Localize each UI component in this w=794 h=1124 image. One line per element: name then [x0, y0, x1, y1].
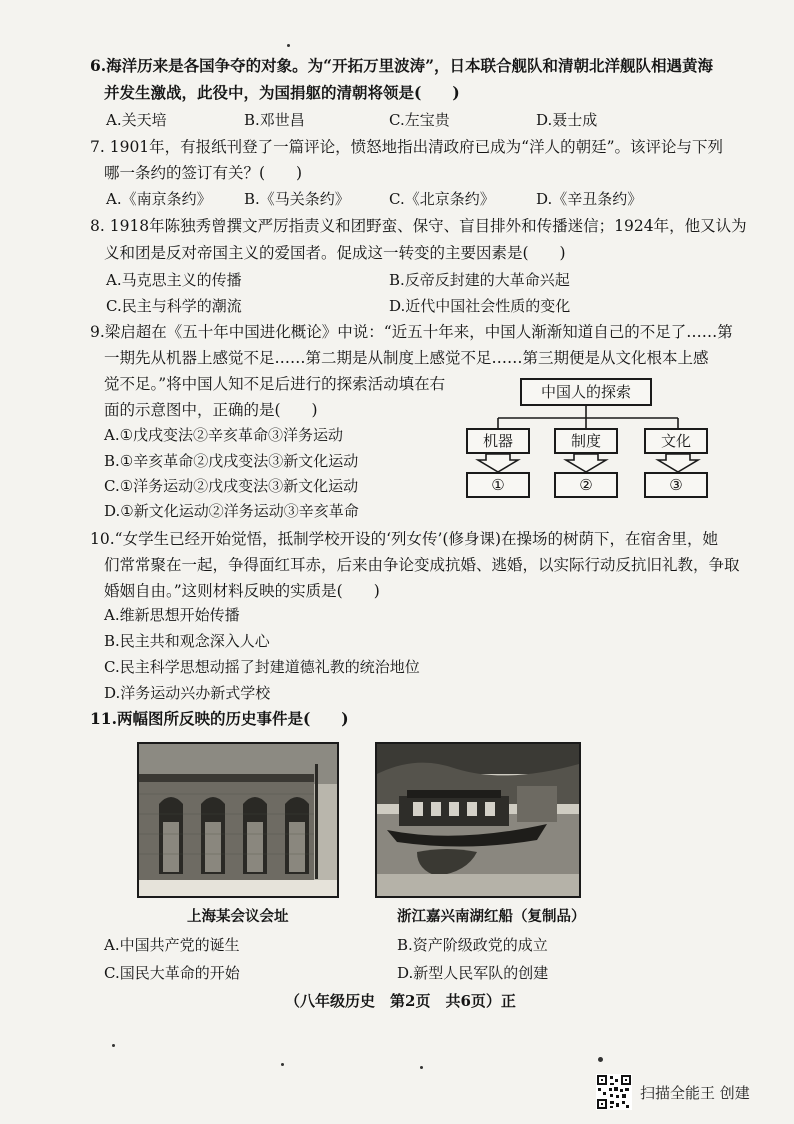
- shanghai-meeting-site-photo: [137, 742, 339, 898]
- q10-stem-line2: 们常常聚在一起，争得面红耳赤，后来由争论变成抗婚、逃婚，以实际行动反抗旧礼教，争取: [104, 556, 740, 574]
- photo-caption-red-boat: 浙江嘉兴南湖红船（复制品）: [397, 909, 586, 925]
- scanner-watermark: 扫描全能王 创建: [640, 1084, 750, 1102]
- q11-stem: 11.两幅图所反映的历史事件是( ): [90, 709, 349, 728]
- q7-option-b: B.《马关条约》: [244, 190, 350, 208]
- q6-option-c: C.左宝贵: [389, 111, 450, 129]
- q9-option-b: B.①辛亥革命②戊戌变法③新文化运动: [104, 452, 359, 470]
- q11-option-a: A.中国共产党的诞生: [104, 936, 240, 954]
- diagram-branch-culture: 文化: [644, 428, 708, 454]
- q9-stem-line1: 9.梁启超在《五十年中国进化概论》中说：“近五十年来，中国人渐渐知道自己的不足了……第: [90, 323, 733, 341]
- q10-option-d: D.洋务运动兴办新式学校: [104, 684, 271, 702]
- scan-speck: [287, 44, 290, 47]
- q7-option-a: A.《南京条约》: [106, 190, 212, 208]
- q9-option-a: A.①戊戌变法②辛亥革命③洋务运动: [104, 426, 344, 444]
- arrow-down-icon: [478, 454, 518, 472]
- photo-caption-shanghai: 上海某会议会址: [187, 909, 289, 925]
- q11-option-b: B.资产阶级政党的成立: [397, 936, 548, 954]
- q7-option-d: D.《辛丑条约》: [536, 190, 643, 208]
- q10-stem-line3: 婚姻自由。”这则材料反映的实质是( ): [104, 582, 380, 600]
- q8-stem-line1: 8. 1918年陈独秀曾撰文严厉指责义和团野蛮、保守、盲目排外和传播迷信；1924年，他又认为: [90, 217, 747, 235]
- q9-option-c: C.①洋务运动②戊戌变法③新文化运动: [104, 477, 359, 495]
- diagram-slot-2: ②: [554, 472, 618, 498]
- q7-option-c: C.《北京条约》: [389, 190, 495, 208]
- south-lake-red-boat-photo: [375, 742, 581, 898]
- q6-stem-line1: 6.海洋历来是各国争夺的对象。为“开拓万里波涛”，日本联合舰队和清朝北洋舰队相遇黄海: [90, 56, 714, 75]
- q8-option-b: B.反帝反封建的大革命兴起: [389, 271, 570, 289]
- q8-option-d: D.近代中国社会性质的变化: [389, 297, 571, 315]
- scan-speck: [112, 1044, 115, 1047]
- q6-option-d: D.聂士成: [536, 111, 598, 129]
- scan-speck: [420, 1066, 423, 1069]
- scan-speck: [598, 1057, 603, 1062]
- q10-option-a: A.维新思想开始传播: [104, 606, 240, 624]
- qr-code-icon: [596, 1074, 632, 1110]
- q9-stem-line3: 觉不足。”将中国人知不足后进行的探索活动填在右: [104, 375, 446, 393]
- q11-option-d: D.新型人民军队的创建: [397, 964, 549, 982]
- q6-option-b: B.邓世昌: [244, 111, 305, 129]
- diagram-branch-institution: 制度: [554, 428, 618, 454]
- q11-option-c: C.国民大革命的开始: [104, 964, 240, 982]
- scan-speck: [281, 1063, 284, 1066]
- q9-stem-line2: 一期先从机器上感觉不足……第二期是从制度上感觉不足……第三期便是从文化根本上感: [104, 349, 709, 367]
- q9-option-d: D.①新文化运动②洋务运动③辛亥革命: [104, 502, 359, 520]
- q7-stem-line2: 哪一条约的签订有关？( ): [104, 164, 303, 182]
- q6-stem-line2: 并发生激战，此役中，为国捐躯的清朝将领是( ): [104, 83, 460, 102]
- diagram-slot-3: ③: [644, 472, 708, 498]
- q10-stem-line1: 10.“女学生已经开始觉悟，抵制学校开设的‘列女传’(修身课)在操场的树荫下，在宿舍里，她: [90, 530, 719, 548]
- q10-option-c: C.民主科学思想动摇了封建道德礼教的统治地位: [104, 658, 420, 676]
- q6-option-a: A.关天培: [106, 111, 167, 129]
- q8-option-c: C.民主与科学的潮流: [106, 297, 242, 315]
- arrow-down-icon: [566, 454, 606, 472]
- q9-stem-line4: 面的示意图中，正确的是( ): [104, 401, 318, 419]
- diagram-branch-machinery: 机器: [466, 428, 530, 454]
- arrow-down-icon: [658, 454, 698, 472]
- q8-stem-line2: 义和团是反对帝国主义的爱国者。促成这一转变的主要因素是( ): [104, 244, 566, 262]
- page-footer: （八年级历史 第2页 共6页）正: [285, 992, 516, 1010]
- diagram-root: 中国人的探索: [520, 378, 652, 406]
- diagram-slot-1: ①: [466, 472, 530, 498]
- q10-option-b: B.民主共和观念深入人心: [104, 632, 270, 650]
- q7-stem-line1: 7. 1901年，有报纸刊登了一篇评论，愤怒地指出清政府已成为“洋人的朝廷”。该评论与下列: [90, 138, 724, 156]
- q8-option-a: A.马克思主义的传播: [106, 271, 242, 289]
